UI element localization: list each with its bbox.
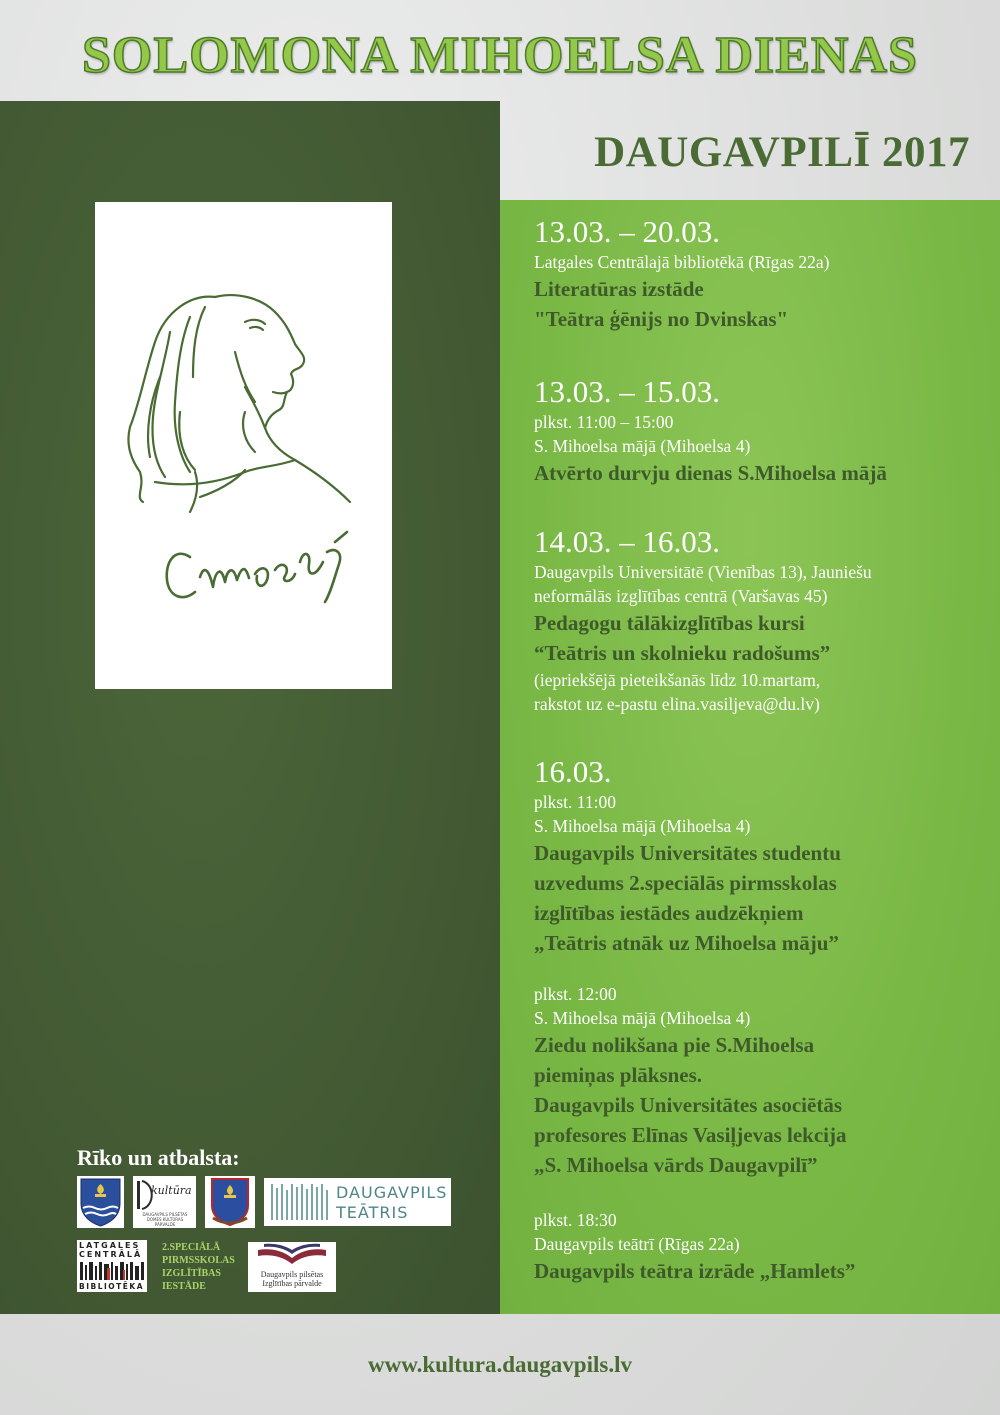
mikhoels-portrait-sketch [95, 202, 392, 689]
kultura-logo [133, 1176, 196, 1228]
event-time: plkst. 12:00 [534, 984, 617, 1004]
event-location: Daugavpils Universitātē (Vienības 13), Jauniešu [534, 562, 872, 582]
event-item [534, 982, 984, 1208]
education-board-line-1: Daugavpils pilsētas [260, 1270, 324, 1279]
daugavpils-coat-of-arms-logo [77, 1176, 124, 1228]
event-title: "Teātra ģēnijs no Dvinskas" [534, 307, 789, 331]
event-title: Daugavpils Universitātes asociētās [534, 1093, 842, 1117]
event-title: Atvērto durvju dienas S.Mihoelsa mājā [534, 461, 887, 485]
education-board-line-2: Izglītības pārvalde [262, 1279, 322, 1288]
event-item [534, 214, 984, 374]
event-title: profesores Elīnas Vasiļjevas lekcija [534, 1123, 847, 1147]
event-title: “Teātris un skolnieku radošums” [534, 641, 831, 665]
kultura-logo-subtext: DAUGAVPILS PILSĒTAS DOMES KULTŪRAS PĀRVALDE [142, 1212, 188, 1227]
event-location: neformālās izglītības centrā (Varšavas 45) [534, 586, 828, 606]
event-date: 13.03. – 20.03. [534, 214, 720, 249]
school-name-line-1: 2.SPECIĀLĀ [162, 1242, 221, 1253]
event-location: Latgales Centrālajā bibliotēkā (Rīgas 22a) [534, 252, 830, 272]
event-title: Daugavpils Universitātes studentu [534, 841, 841, 865]
event-location: S. Mihoelsa mājā (Mihoelsa 4) [534, 436, 751, 456]
open-book-icon [248, 1242, 336, 1268]
event-time: plkst. 18:30 [534, 1210, 617, 1230]
event-date: 16.03. [534, 754, 612, 789]
kultura-logo-text: kultūra [151, 1184, 192, 1197]
event-item [534, 754, 984, 982]
school-crest-logo [205, 1176, 255, 1228]
event-title: „S. Mihoelsa vārds Daugavpilī” [534, 1153, 818, 1177]
event-location: Daugavpils teātrī (Rīgas 22a) [534, 1234, 740, 1254]
library-name-line-3: BIBLIOTĒKA [79, 1282, 145, 1291]
event-title: Daugavpils teātra izrāde „Hamlets” [534, 1259, 856, 1283]
event-title: izglītības iestādes audzēkņiem [534, 901, 804, 925]
page-title: SOLOMONA MIHOELSA DIENAS [82, 27, 918, 84]
event-title: Literatūras izstāde [534, 277, 704, 301]
event-time: plkst. 11:00 [534, 792, 616, 812]
event-location: S. Mihoelsa mājā (Mihoelsa 4) [534, 816, 751, 836]
event-note: (iepriekšējā pieteikšanās līdz 10.martam, [534, 670, 821, 690]
event-title: piemiņas plāksnes. [534, 1063, 703, 1087]
event-title: „Teātris atnāk uz Mihoelsa māju” [534, 931, 839, 955]
event-item [534, 1208, 984, 1286]
event-date: 13.03. – 15.03. [534, 374, 720, 409]
event-title: Pedagogu tālākizglītības kursi [534, 611, 805, 635]
event-title: uzvedums 2.speciālās pirmsskolas [534, 871, 837, 895]
event-location: S. Mihoelsa mājā (Mihoelsa 4) [534, 1008, 751, 1028]
event-time: plkst. 11:00 – 15:00 [534, 412, 674, 432]
school-name-line-2: PIRMSSKOLAS [162, 1255, 235, 1266]
event-date: 14.03. – 16.03. [534, 524, 720, 559]
school-name-line-4: IESTĀDE [162, 1281, 206, 1292]
latgales-library-logo [77, 1240, 147, 1292]
school-name-line-3: IZGLĪTĪBAS [162, 1268, 221, 1279]
library-name-line-1: LATGALES [79, 1241, 141, 1250]
event-item [534, 524, 984, 754]
event-note: rakstot uz e-pastu elina.vasiljeva@du.lv) [534, 694, 820, 714]
education-board-logo [248, 1242, 336, 1292]
library-name-line-2: CENTRĀLĀ [79, 1250, 143, 1259]
theatre-name-line-2: TEĀTRIS [336, 1203, 409, 1222]
event-item [534, 374, 984, 524]
special-preschool-logo [162, 1241, 242, 1297]
portrait-card [95, 202, 392, 689]
events-list [534, 214, 984, 1286]
daugavpils-teatris-logo [264, 1178, 451, 1226]
sponsors-heading: Rīko un atbalsta: [77, 1145, 240, 1170]
event-title: Ziedu nolikšana pie S.Mihoelsa [534, 1033, 815, 1057]
theatre-name-line-1: DAUGAVPILS [336, 1183, 448, 1202]
website-link[interactable]: www.kultura.daugavpils.lv [368, 1352, 632, 1377]
page-subtitle: DAUGAVPILĪ 2017 [594, 129, 970, 176]
